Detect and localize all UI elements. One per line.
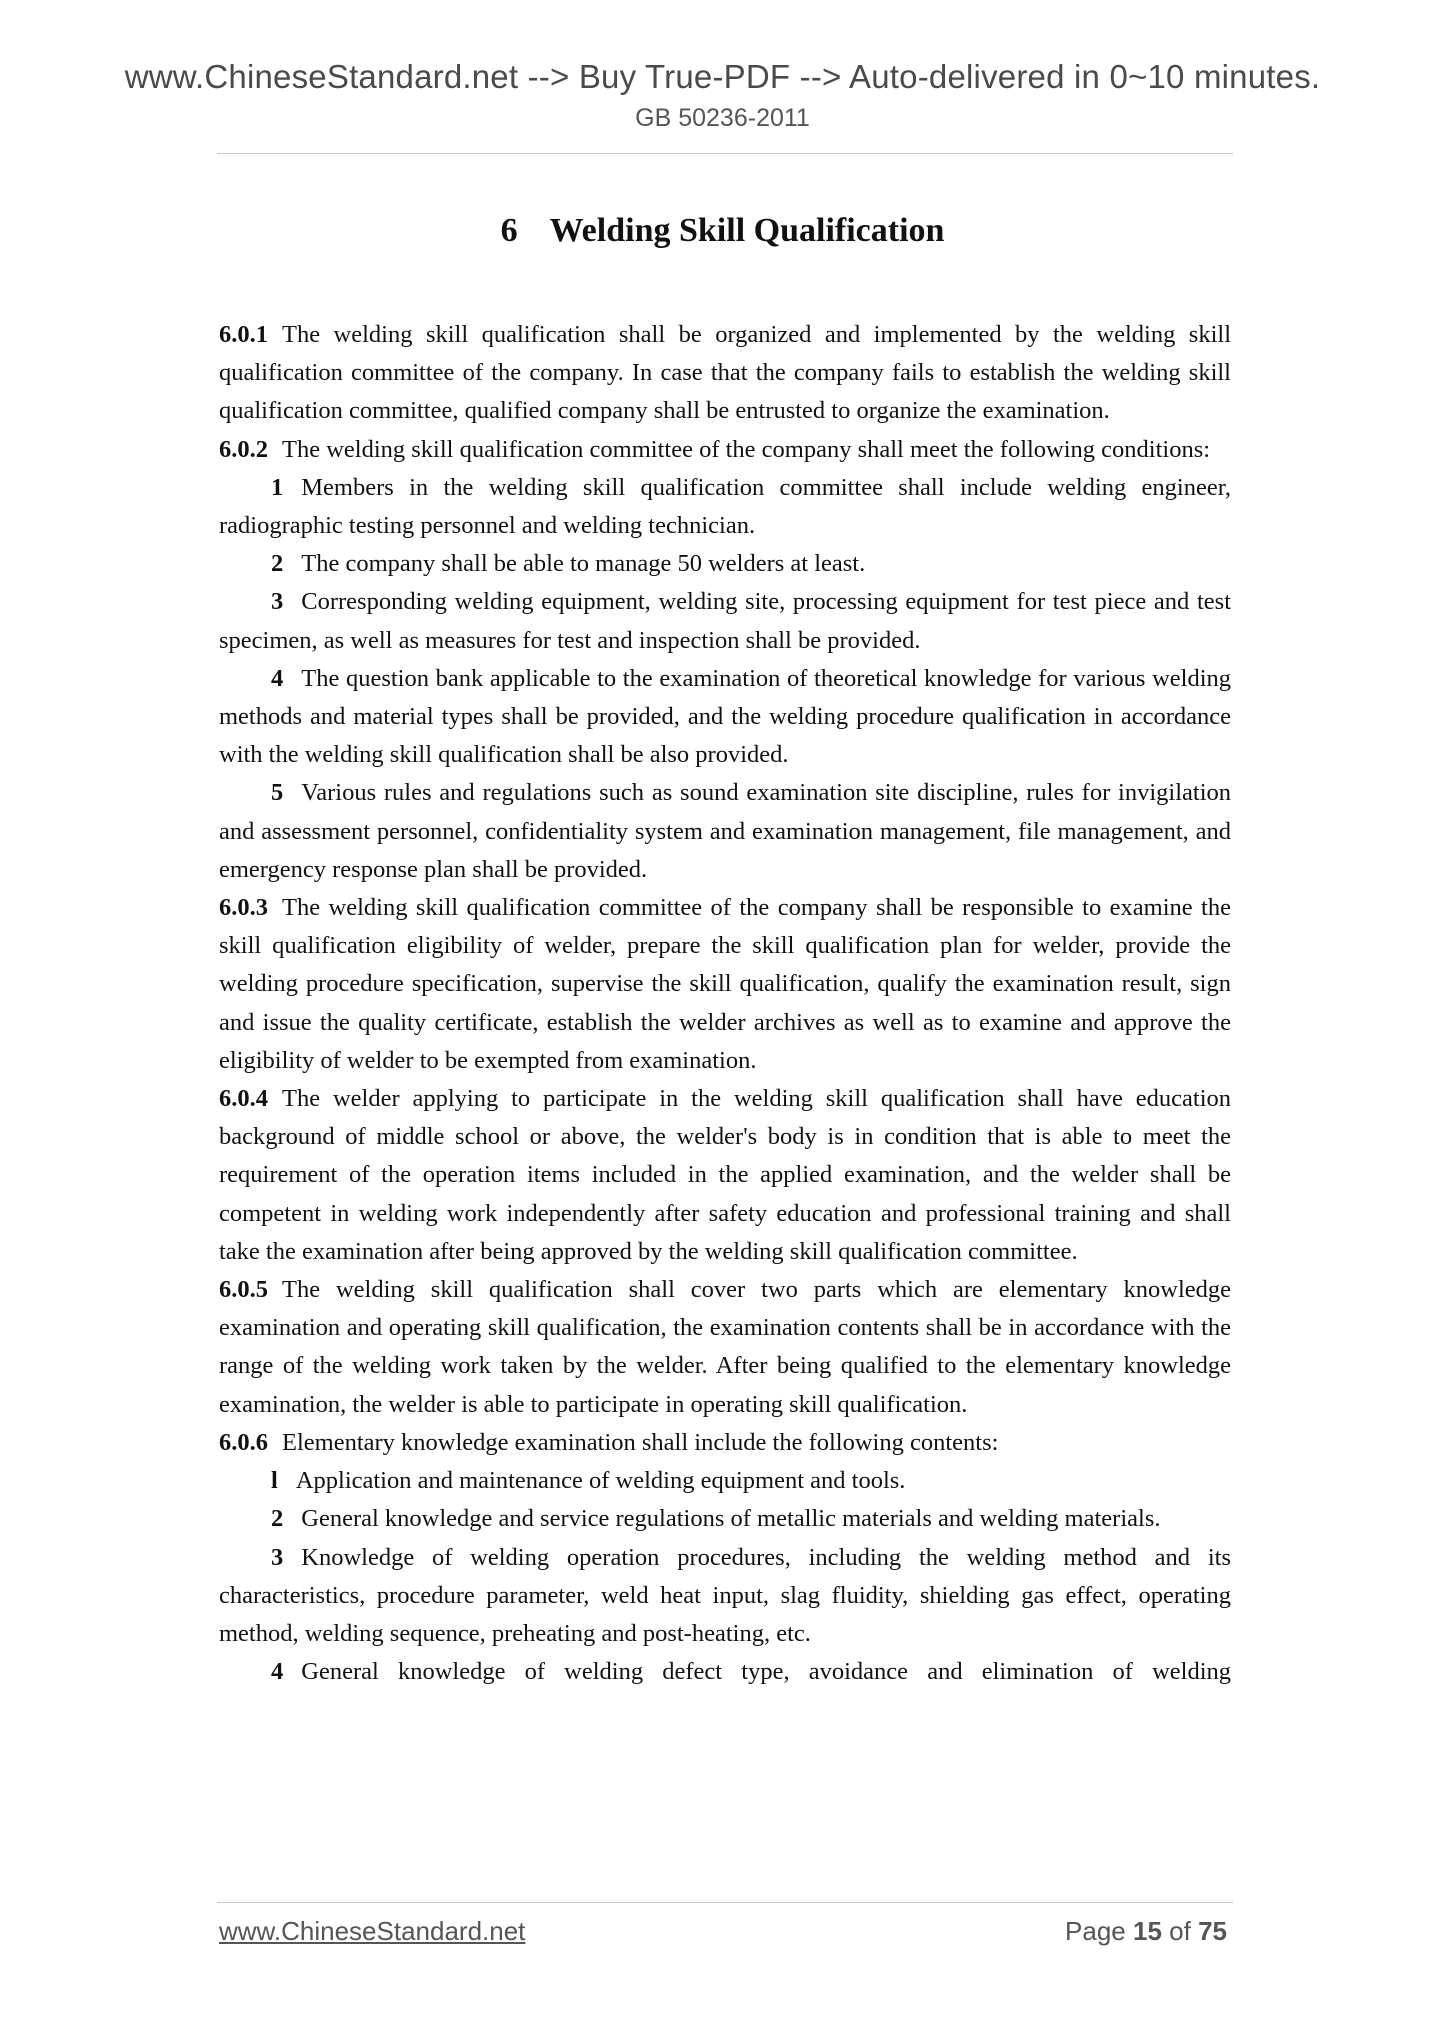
footer-site-link[interactable]: www.ChineseStandard.net	[219, 1916, 526, 1946]
clause-number: 6.0.4	[219, 1085, 268, 1113]
item-text: Members in the welding skill qualification committee shall include welding engineer, radiographic testing personnel and welding technician.	[219, 473, 1231, 540]
header-divider	[217, 153, 1233, 154]
clause-6-0-1	[219, 316, 1231, 431]
item-text: Various rules and regulations such as sound examination site discipline, rules for invigilation and assessment personnel, confidentiality system and examination management, file management, and emergency response plan shall be provided.	[219, 779, 1231, 883]
list-item	[219, 1462, 1231, 1500]
list-item	[219, 1653, 1231, 1691]
item-number: 2	[271, 1505, 284, 1533]
clause-number: 6.0.2	[219, 435, 268, 463]
item-text: General knowledge and service regulations of metallic materials and welding materials.	[301, 1505, 1161, 1533]
clause-text: The welding skill qualification shall be organized and implemented by the welding skill qualification committee of the company. In case that the company fails to establish the welding skill qualification committee, qualified company shall be entrusted to organize the examination.	[219, 321, 1231, 425]
clause-text: Elementary knowledge examination shall include the following contents:	[282, 1428, 999, 1456]
page-title	[0, 212, 1445, 250]
clause-number: 6.0.5	[219, 1276, 268, 1304]
list-item	[219, 545, 1231, 583]
clause-number: 6.0.6	[219, 1428, 268, 1456]
footer-divider	[217, 1902, 1233, 1903]
chapter-number: 6	[500, 212, 518, 249]
chapter-title: Welding Skill Qualification	[549, 212, 945, 249]
item-number: 2	[271, 550, 284, 578]
page-total: 75	[1198, 1916, 1227, 1946]
clause-number: 6.0.3	[219, 894, 268, 922]
clause-6-0-2	[219, 431, 1231, 469]
clause-text: The welding skill qualification committee of the company shall be responsible to examine the skill qualification eligibility of welder, prepare the skill qualification plan for welder, provide the welding procedure specification, supervise the skill qualification, qualify the examination result, sign and issue the quality certificate, establish the welder archives as well as to examine and approve the eligibility of welder to be exempted from examination.	[219, 894, 1231, 1074]
item-number: l	[271, 1467, 278, 1495]
list-item	[219, 1500, 1231, 1538]
header-banner: www.ChineseStandard.net --> Buy True-PDF --> Auto-delivered in 0~10 minutes.	[124, 58, 1321, 95]
item-number: 4	[271, 664, 284, 692]
clause-6-0-5	[219, 1271, 1231, 1424]
item-number: 1	[271, 473, 284, 501]
clause-6-0-4	[219, 1080, 1231, 1271]
standard-number: GB 50236-2011	[635, 104, 810, 132]
item-text: The company shall be able to manage 50 welders at least.	[301, 550, 866, 578]
page-of: of	[1169, 1916, 1191, 1946]
clause-6-0-3	[219, 889, 1231, 1080]
page-indicator	[1065, 1916, 1227, 1947]
clause-text: The welder applying to participate in the welding skill qualification shall have education background of middle school or above, the welder's body is in condition that is able to meet the requirement of the operation items included in the applied examination, and the welder shall be competent in welding work independently after safety education and professional training and shall take the examination after being approved by the welding skill qualification committee.	[219, 1085, 1231, 1265]
item-number: 5	[271, 779, 284, 807]
page-label: Page	[1065, 1916, 1126, 1946]
item-text: Corresponding welding equipment, welding site, processing equipment for test piece and test specimen, as well as measures for test and inspection shall be provided.	[219, 588, 1231, 654]
list-item	[219, 469, 1231, 545]
item-text: Knowledge of welding operation procedures, including the welding method and its characteristics, procedure parameter, weld heat input, slag fluidity, shielding gas effect, operating method, welding sequence, preheating and post-heating, etc.	[219, 1543, 1231, 1647]
document-body	[219, 316, 1231, 1691]
list-item	[219, 774, 1231, 889]
item-number: 3	[271, 588, 284, 616]
item-text: Application and maintenance of welding equipment and tools.	[295, 1467, 906, 1495]
item-text: The question bank applicable to the examination of theoretical knowledge for various welding methods and material types shall be provided, and the welding procedure qualification in accordance with the welding skill qualification shall be also provided.	[219, 664, 1231, 769]
list-item	[219, 583, 1231, 659]
list-item	[219, 1539, 1231, 1654]
item-text: General knowledge of welding defect type, avoidance and elimination of welding	[301, 1658, 1231, 1686]
item-number: 4	[271, 1658, 284, 1686]
list-item	[219, 660, 1231, 775]
item-number: 3	[271, 1543, 284, 1571]
clause-text: The welding skill qualification committee of the company shall meet the following conditions:	[282, 435, 1211, 463]
page-current: 15	[1133, 1916, 1162, 1946]
clause-number: 6.0.1	[219, 321, 268, 348]
clause-6-0-6	[219, 1424, 1231, 1462]
clause-text: The welding skill qualification shall cover two parts which are elementary knowledge examination and operating skill qualification, the examination contents shall be in accordance with the range of the welding work taken by the welder. After being qualified to the elementary knowledge examination, the welder is able to participate in operating skill qualification.	[219, 1276, 1231, 1418]
